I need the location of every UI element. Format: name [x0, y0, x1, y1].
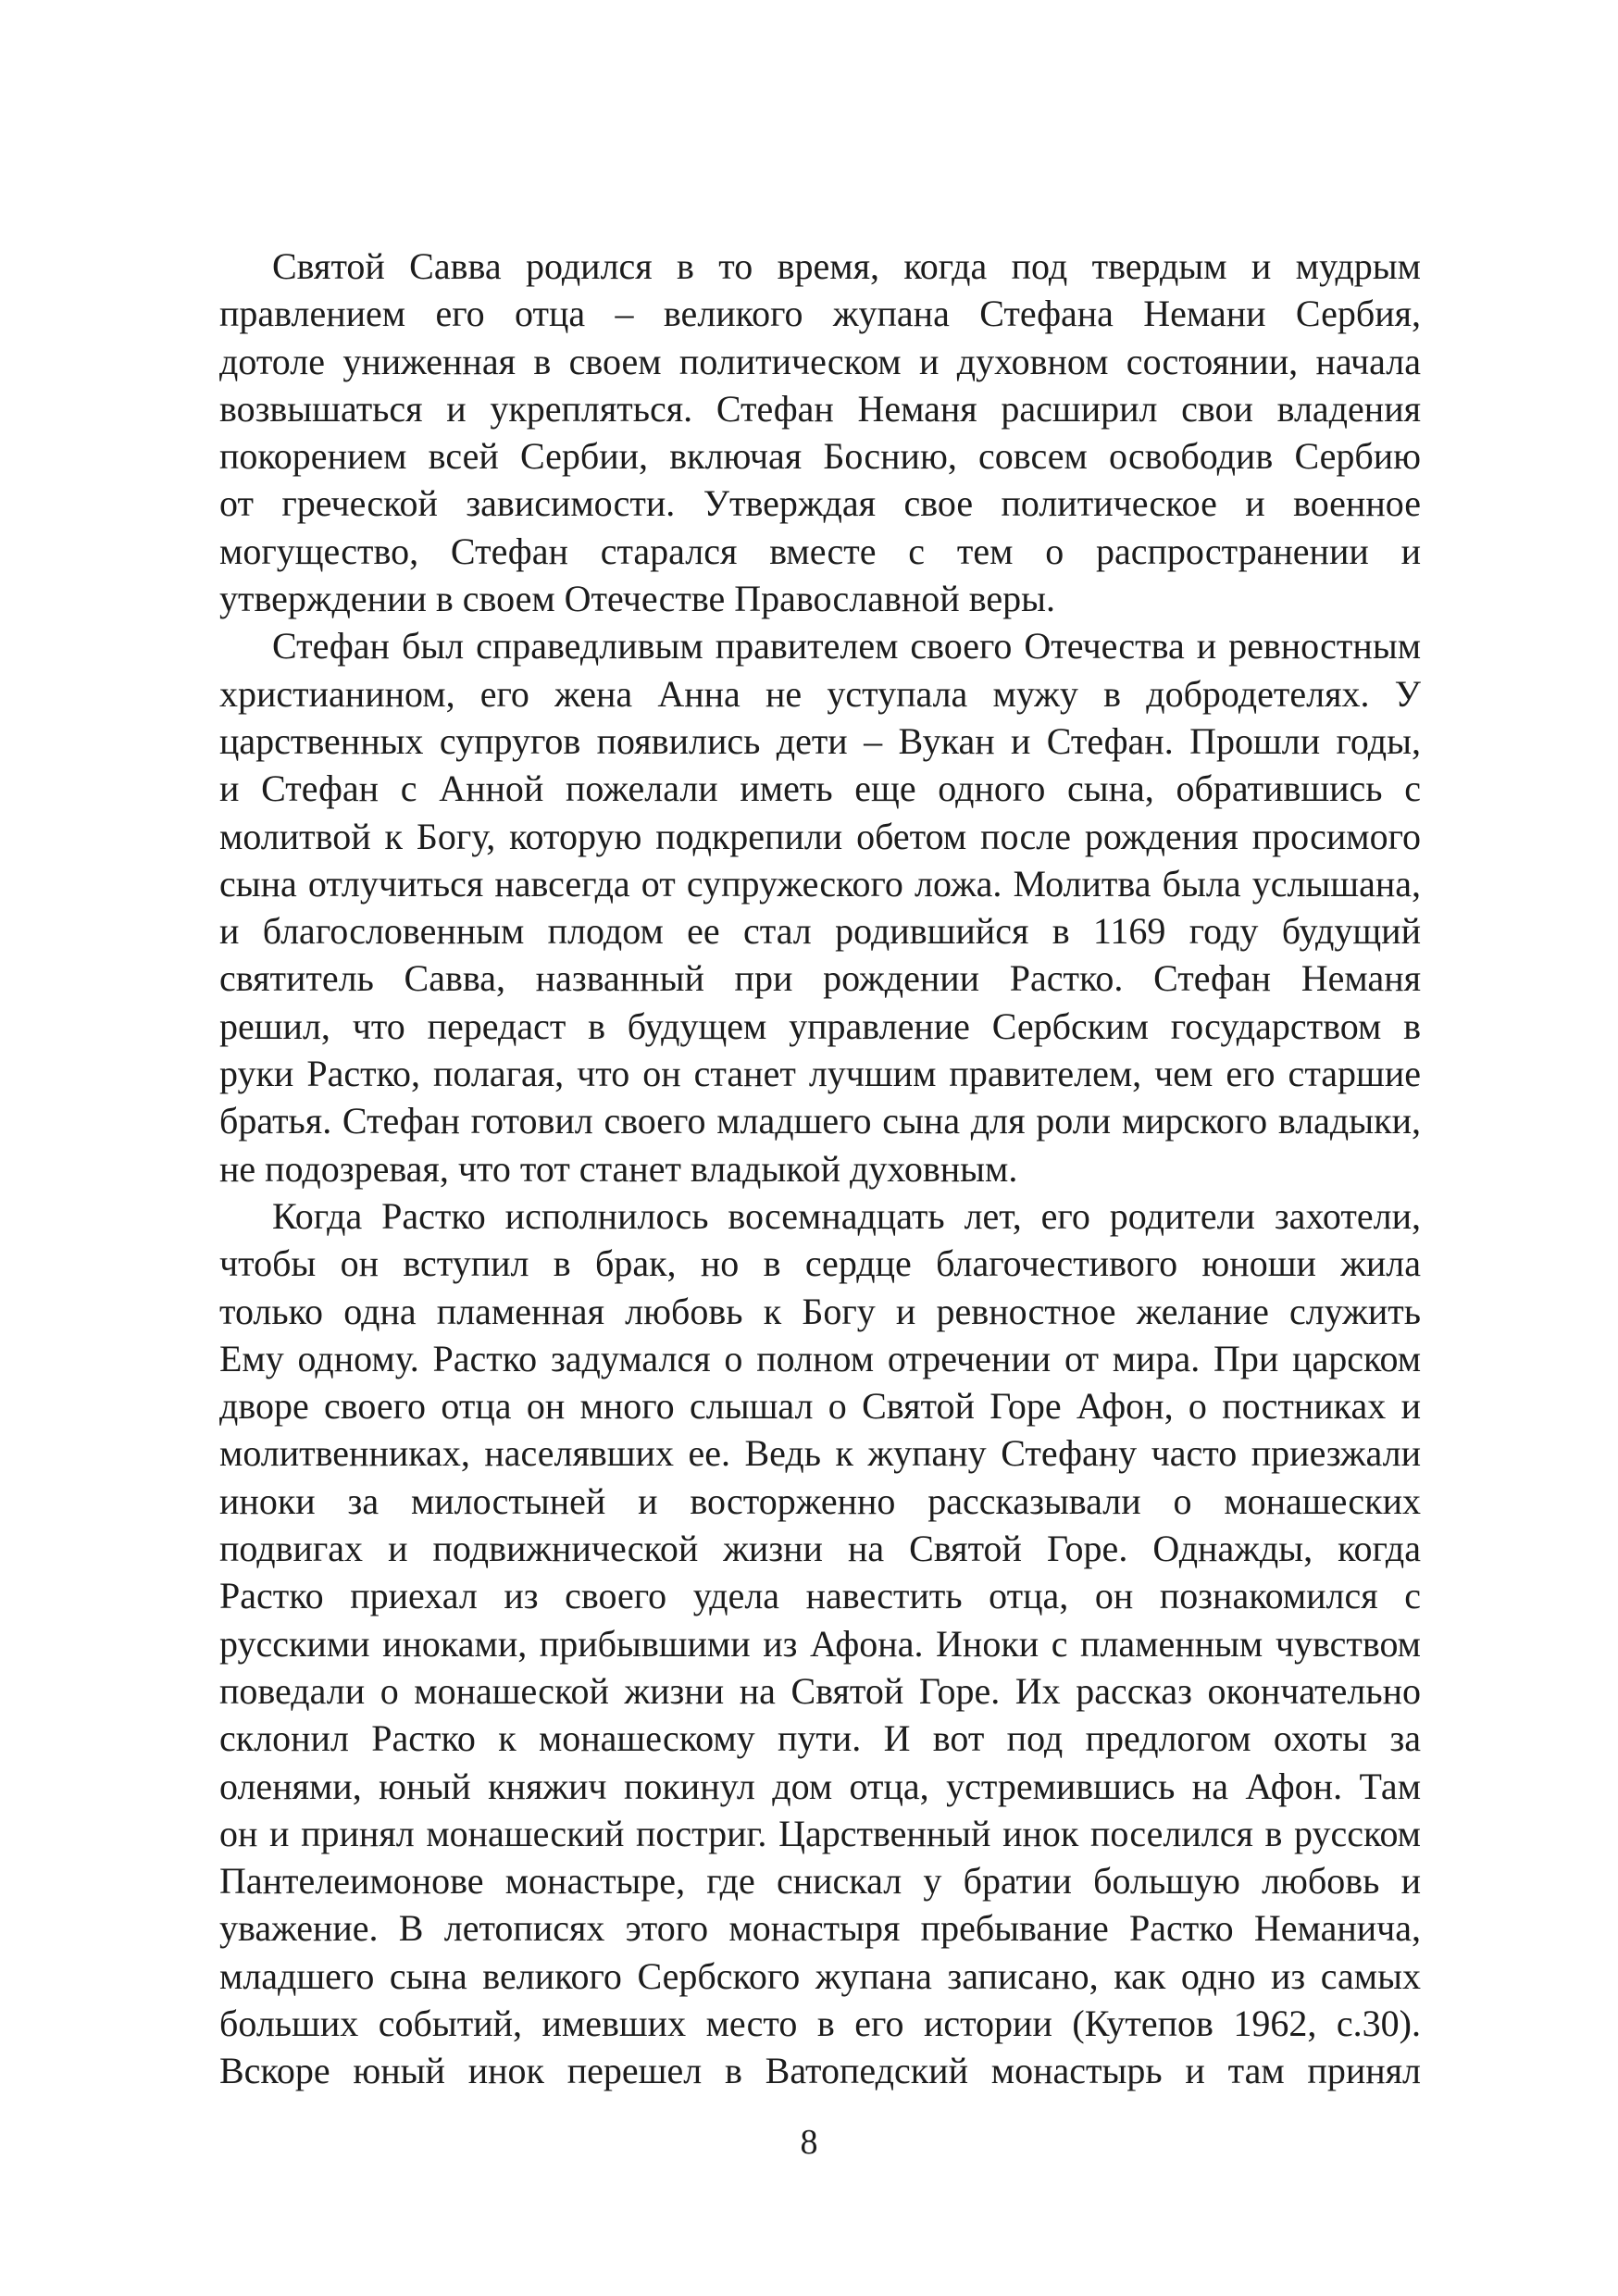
paragraph	[219, 622, 1421, 1192]
text-line: сына отлучиться навсегда от супружеского ложа. Молитва была услышана,	[219, 862, 1421, 905]
text-line: Когда Растко исполнилось восемнадцать лет, его родители захотели,	[272, 1194, 1421, 1237]
text-line: склонил Растко к монашескому пути. И вот под предлогом охоты за	[219, 1717, 1421, 1760]
text-line: покорением всей Сербии, включая Боснию, совсем освободив Сербию	[219, 435, 1421, 478]
text-line: младшего сына великого Сербского жупана записано, как одно из самых	[219, 1954, 1421, 1997]
text-line: и Стефан с Анной пожелали иметь еще одного сына, обратившись с	[219, 767, 1421, 810]
text-line: Вскоре юный инок перешел в Ватопедский монастырь и там принял	[219, 2050, 1421, 2092]
body-text	[219, 243, 1421, 2095]
page-number: 8	[800, 2123, 818, 2162]
text-line: оленями, юный княжич покинул дом отца, устремившись на Афон. Там	[219, 1765, 1421, 1807]
paragraph	[219, 1192, 1421, 2095]
text-line: Святой Савва родился в то время, когда под твердым и мудрым	[272, 245, 1421, 287]
paragraph	[219, 243, 1421, 622]
text-line: Ему одному. Растко задумался о полном отречении от мира. При царском	[219, 1337, 1421, 1379]
text-line: руки Растко, полагая, что он станет лучшим правителем, чем его старшие	[219, 1053, 1421, 1095]
text-line: чтобы он вступил в брак, но в сердце благочестивого юноши жила	[219, 1242, 1421, 1285]
text-line: молитвой к Богу, которую подкрепили обетом после рождения просимого	[219, 815, 1421, 857]
text-line: иноки за милостыней и восторженно рассказывали о монашеских	[219, 1479, 1421, 1522]
text-line: Стефан был справедливым правителем своего Отечества и ревностным	[272, 625, 1421, 668]
text-line: дотоле униженная в своем политическом и духовном состоянии, начала	[219, 340, 1421, 382]
text-line: от греческой зависимости. Утверждая свое политическое и военное	[219, 482, 1421, 525]
text-line: уважение. В летописях этого монастыря пребывание Растко Неманича,	[219, 1907, 1421, 1950]
text-line: поведали о монашеской жизни на Святой Горе. Их рассказ окончательно	[219, 1669, 1421, 1712]
text-line: могущество, Стефан старался вместе с тем о распространении и	[219, 530, 1421, 572]
text-line: не подозревая, что тот станет владыкой духовным.	[219, 1147, 1018, 1190]
text-line: решил, что передаст в будущем управление Сербским государством в	[219, 1004, 1421, 1047]
text-line: только одна пламенная любовь к Богу и ревностное желание служить	[219, 1290, 1421, 1332]
text-line: дворе своего отца он много слышал о Святой Горе Афон, о постниках и	[219, 1385, 1421, 1428]
text-line: Пантелеимонове монастыре, где снискал у братии большую любовь и	[219, 1860, 1421, 1903]
text-line: утверждении в своем Отечестве Православной веры.	[219, 578, 1055, 620]
text-line: подвигах и подвижнической жизни на Святой Горе. Однажды, когда	[219, 1528, 1421, 1570]
text-line: больших событий, имевших место в его истории (Кутепов 1962, с.30).	[219, 2002, 1421, 2044]
text-line: русскими иноками, прибывшими из Афона. Иноки с пламенным чувством	[219, 1622, 1421, 1665]
text-line: святитель Савва, названный при рождении Растко. Стефан Неманя	[219, 957, 1421, 1000]
text-line: братья. Стефан готовил своего младшего сына для роли мирского владыки,	[219, 1100, 1421, 1142]
text-line: он и принял монашеский постриг. Царственный инок поселился в русском	[219, 1812, 1421, 1854]
text-line: христианином, его жена Анна не уступала мужу в добродетелях. У	[219, 672, 1421, 715]
text-line: царственных супругов появились дети – Вукан и Стефан. Прошли годы,	[219, 719, 1421, 762]
text-line: молитвенниках, населявших ее. Ведь к жупану Стефану часто приезжали	[219, 1432, 1421, 1475]
text-line: Растко приехал из своего удела навестить отца, он познакомился с	[219, 1575, 1421, 1617]
text-line: возвышаться и укрепляться. Стефан Неманя расширил свои владения	[219, 387, 1421, 430]
text-line: и благословенным плодом ее стал родившийся в 1169 году будущий	[219, 910, 1421, 953]
text-line: правлением его отца – великого жупана Стефана Немани Сербия,	[219, 293, 1421, 335]
